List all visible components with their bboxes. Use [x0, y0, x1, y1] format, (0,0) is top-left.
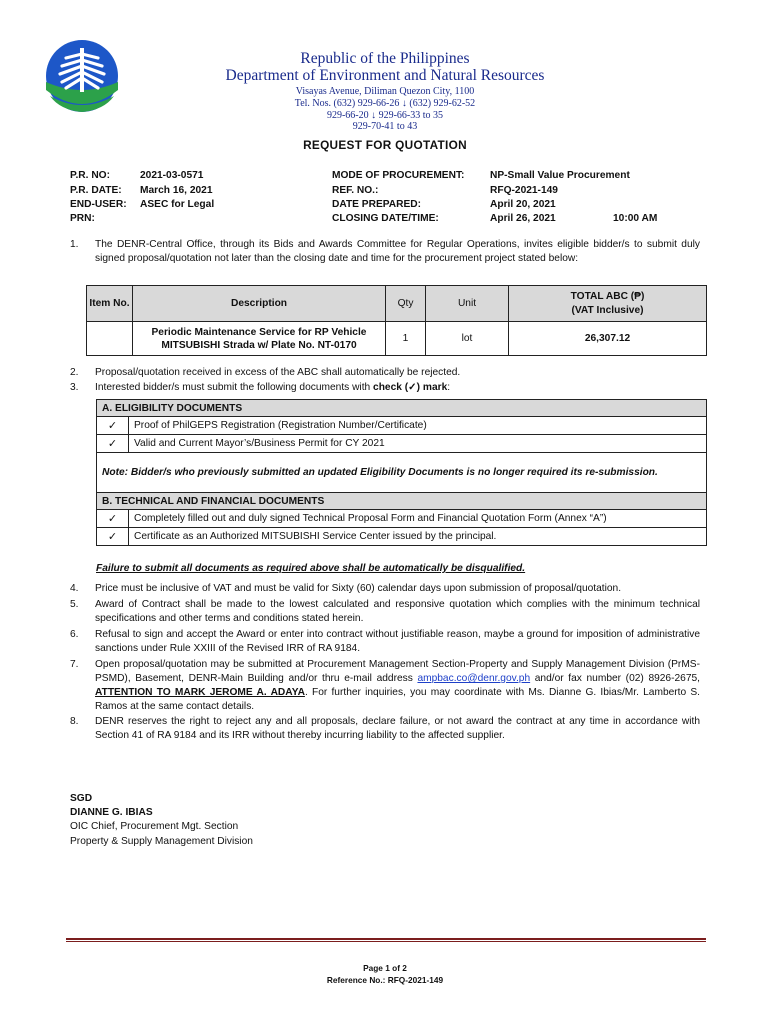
meta-label: MODE OF PROCUREMENT:	[332, 170, 465, 181]
paragraph-text: DENR reserves the right to reject any and all proposals, declare failure, or not award the contract at any time in accordance with Section 41 of RA 9184 and its IRR without thereby incurring liability to the affected supplier.	[95, 716, 700, 741]
signatory-title: OIC Chief, Procurement Mgt. Section	[70, 821, 239, 833]
header-qty: Qty	[386, 286, 426, 322]
header-abc-sub: (VAT Inclusive)	[571, 304, 644, 316]
paragraph-text	[95, 658, 700, 714]
documents-table	[96, 399, 707, 546]
agency-line1: Republic of the Philippines	[300, 50, 470, 67]
document-row	[97, 417, 707, 435]
paragraph-6	[70, 628, 700, 656]
description-line: MITSUBISHI Strada w/ Plate No. NT-0170	[161, 339, 357, 351]
document-item: Proof of PhilGEPS Registration (Registration Number/Certificate)	[129, 417, 707, 435]
paragraph-text	[95, 381, 700, 395]
paragraph-7	[70, 658, 700, 714]
paragraph-number: 1.	[70, 239, 79, 250]
header-abc-label: TOTAL ABC (₱)	[570, 290, 645, 302]
document-item: Certificate as an Authorized MITSUBISHI Service Center issued by the principal.	[129, 528, 707, 546]
email-link[interactable]: ampbac.co@denr.gov.ph	[417, 673, 531, 684]
meta-label: PRN:	[70, 213, 95, 224]
header-total-abc	[509, 286, 707, 322]
items-table	[86, 285, 707, 356]
meta-label: CLOSING DATE/TIME:	[332, 213, 439, 224]
reference-number: RFQ-2021-149	[490, 185, 558, 196]
meta-label: REF. NO.:	[332, 185, 379, 196]
header-item-no: Item No.	[87, 286, 133, 322]
check-icon: ✓	[97, 417, 129, 435]
failure-note: Failure to submit all documents as required above shall be automatically be disqualified.	[96, 563, 526, 574]
document-row	[97, 510, 707, 528]
meta-label: P.R. DATE:	[70, 185, 122, 196]
closing-date: April 26, 2021	[490, 213, 556, 224]
text-part: :	[447, 382, 451, 393]
document-item: Completely filled out and duly signed Technical Proposal Form and Financial Quotation Form (Annex “A”)	[129, 510, 707, 528]
page-number: Page 1 of 2	[363, 963, 407, 973]
paragraph-8	[70, 715, 700, 743]
note-row	[97, 453, 707, 493]
paragraph-number: 8.	[70, 716, 79, 727]
address-line: Visayas Avenue, Diliman Quezon City, 1100	[295, 86, 475, 97]
signature-block	[70, 792, 253, 849]
attention-text: ATTENTION TO MARK JEROME A. ADAYA	[95, 687, 305, 698]
paragraph-text: Price must be inclusive of VAT and must be valid for Sixty (60) calendar days upon submission of proposal/quotation.	[95, 583, 622, 594]
footer-rule	[66, 941, 706, 942]
cell-qty: 1	[386, 322, 426, 356]
check-icon: ✓	[97, 435, 129, 453]
section-a-title: A. ELIGIBILITY DOCUMENTS	[97, 400, 707, 417]
paragraph-number: 4.	[70, 583, 79, 594]
document-row	[97, 435, 707, 453]
paragraph-number: 3.	[70, 382, 79, 393]
paragraph-1	[70, 238, 700, 266]
agency-line2: Department of Environment and Natural Resources	[225, 67, 545, 84]
mode-of-procurement: NP-Small Value Procurement	[490, 170, 630, 181]
pr-number: 2021-03-0571	[140, 170, 204, 181]
text-part: Open proposal/quotation may be submitted at Procurement Management Section-Property and Supply Management Division (PrMS-PSMD), Basement, DENR-Main Building and/or thru e-mail address	[95, 659, 700, 684]
paragraph-text: Award of Contract shall be made to the lowest calculated and responsive quotation which complies with the minimum technical specifications and other terms and conditions stated herein.	[95, 599, 700, 624]
paragraph-5	[70, 598, 700, 626]
header-description: Description	[133, 286, 386, 322]
section-row	[97, 493, 707, 510]
document-item: Valid and Current Mayor’s/Business Permit for CY 2021	[129, 435, 707, 453]
paragraph-2	[70, 366, 700, 380]
table-row	[87, 322, 707, 356]
footer	[0, 962, 770, 986]
signed-marker: SGD	[70, 793, 93, 804]
pr-date: March 16, 2021	[140, 185, 213, 196]
denr-logo	[44, 38, 120, 114]
check-mark-label: check (✓) mark	[373, 382, 448, 393]
header-unit: Unit	[426, 286, 509, 322]
cell-item	[87, 322, 133, 356]
end-user: ASEC for Legal	[140, 199, 215, 210]
footer-reference: Reference No.: RFQ-2021-149	[326, 975, 444, 985]
text-part: Interested bidder/s must submit the following documents with	[95, 382, 374, 393]
paragraph-number: 6.	[70, 629, 79, 640]
footer-rule	[66, 938, 706, 940]
section-row	[97, 400, 707, 417]
paragraph-text: Refusal to sign and accept the Award or enter into contract without justifiable reason, maybe a ground for imposition of administrative sanctions under Rule XXIII of the Revised IRR of RA 9184.	[95, 629, 700, 654]
signatory-division: Property & Supply Management Division	[70, 835, 253, 847]
paragraph-number: 2.	[70, 367, 79, 378]
document-title: REQUEST FOR QUOTATION	[303, 138, 467, 152]
address-line: 929-66-20 ↓ 929-66-33 to 35	[326, 110, 444, 121]
meta-label: END-USER:	[70, 199, 127, 210]
description-line: Periodic Maintenance Service for RP Vehicle	[151, 326, 367, 338]
cell-abc: 26,307.12	[509, 322, 707, 356]
paragraph-number: 5.	[70, 599, 79, 610]
paragraph-text: The DENR-Central Office, through its Bids and Awards Committee for Regular Operations, invites eligible bidder/s to submit duly signed proposal/quotation not later than the closing date and time for the procurement project stated below:	[95, 239, 700, 264]
address-line: 929-70-41 to 43	[352, 121, 418, 132]
cell-description	[133, 322, 386, 356]
document-row	[97, 528, 707, 546]
date-prepared: April 20, 2021	[490, 199, 556, 210]
meta-label: DATE PREPARED:	[332, 199, 422, 210]
closing-time: 10:00 AM	[613, 213, 658, 224]
check-icon: ✓	[97, 510, 129, 528]
table-header-row	[87, 286, 707, 322]
address-line: Tel. Nos. (632) 929-66-26 ↓ (632) 929-62-52	[294, 98, 476, 109]
check-icon: ✓	[97, 528, 129, 546]
eligibility-note: Note: Bidder/s who previously submitted an updated Eligibility Documents is no longer required its re-submission.	[97, 453, 707, 493]
paragraph-number: 7.	[70, 659, 79, 670]
text-part: . For further inquiries, you may coordinate with Ms. Dianne G. Ibias/Mr. Lamberto S. Ramos at the same contact details.	[95, 687, 701, 712]
text-part: and/or fax number (02) 8926-2675,	[530, 673, 700, 684]
cell-unit: lot	[426, 322, 509, 356]
paragraph-3	[70, 381, 700, 395]
signatory-name: DIANNE G. IBIAS	[70, 807, 153, 819]
meta-label: P.R. NO:	[70, 170, 111, 181]
paragraph-text: Proposal/quotation received in excess of the ABC shall automatically be rejected.	[95, 367, 461, 378]
section-b-title: B. TECHNICAL AND FINANCIAL DOCUMENTS	[97, 493, 707, 510]
paragraph-4	[70, 582, 700, 596]
